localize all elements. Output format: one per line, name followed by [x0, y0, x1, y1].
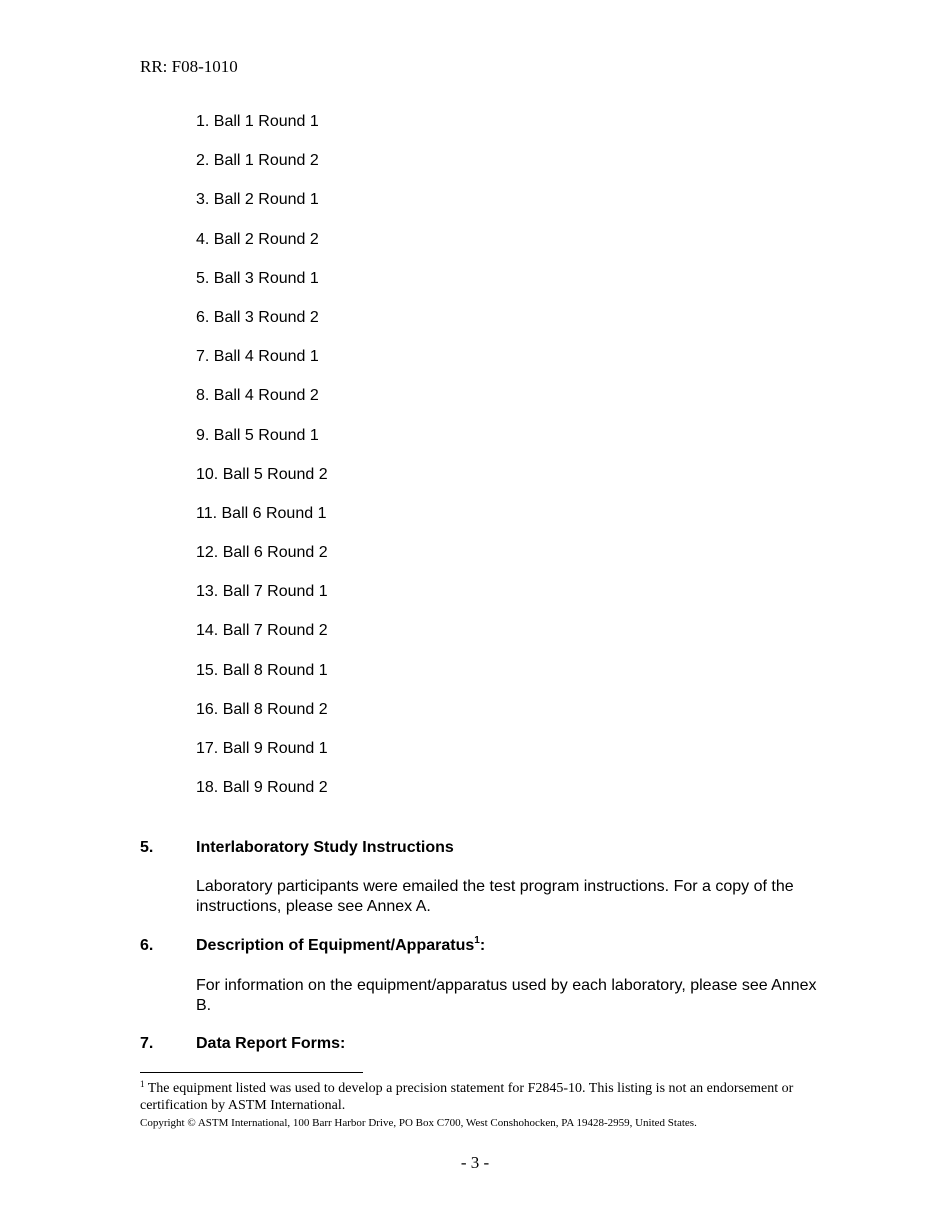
footnote-reference[interactable]: 1: [474, 934, 480, 946]
section-title: Description of Equipment/Apparatus: [196, 937, 475, 954]
list-item: 15. Ball 8 Round 1: [196, 661, 328, 679]
section-title-wrap: [196, 936, 485, 956]
list-item: 9. Ball 5 Round 1: [196, 426, 319, 444]
section-number: 5.: [140, 839, 154, 856]
ball-round-list: [196, 112, 328, 817]
list-item: 11. Ball 6 Round 1: [196, 504, 327, 522]
list-item: 2. Ball 1 Round 2: [196, 152, 319, 170]
list-item: 3. Ball 2 Round 1: [196, 191, 319, 209]
section-number: 6.: [140, 937, 154, 954]
footnote-divider: [140, 1072, 363, 1073]
list-item: 14. Ball 7 Round 2: [196, 622, 328, 640]
section-number: 7.: [140, 1035, 154, 1052]
list-item: 16. Ball 8 Round 2: [196, 700, 328, 718]
list-item: 8. Ball 4 Round 2: [196, 387, 319, 405]
copyright-notice: Copyright © ASTM International, 100 Barr Harbor Drive, PO Box C700, West Conshohocken, PA 19428-2959, United States.: [140, 1117, 697, 1129]
footnote: [140, 1080, 800, 1114]
list-item: 6. Ball 3 Round 2: [196, 308, 319, 326]
list-item: 18. Ball 9 Round 2: [196, 779, 328, 797]
title-suffix: :: [479, 937, 486, 954]
list-item: 4. Ball 2 Round 2: [196, 230, 319, 248]
list-item: 12. Ball 6 Round 2: [196, 544, 328, 562]
footnote-marker: 1: [140, 1079, 145, 1089]
page-number: - 3 -: [460, 1153, 490, 1172]
document-id-header: RR: F08-1010: [140, 57, 238, 76]
footnote-text: The equipment listed was used to develop a precision statement for F2845-10. This listing is not an endorsement or certification by ASTM International.: [140, 1081, 794, 1113]
list-item: 7. Ball 4 Round 1: [196, 348, 319, 366]
list-item: 17. Ball 9 Round 1: [196, 740, 328, 757]
section-title: Data Report Forms:: [196, 1035, 346, 1052]
list-item: 13. Ball 7 Round 1: [196, 583, 328, 601]
list-item: 5. Ball 3 Round 1: [196, 269, 319, 287]
list-item: 10. Ball 5 Round 2: [196, 465, 328, 483]
list-item: 1. Ball 1 Round 1: [196, 113, 319, 130]
section-5-body: Laboratory participants were emailed the test program instructions. For a copy of the instructions, please see Annex A.: [196, 878, 794, 915]
section-title: Interlaboratory Study Instructions: [196, 839, 454, 856]
section-6-body: For information on the equipment/apparatus used by each laboratory, please see Annex B.: [196, 977, 817, 1014]
